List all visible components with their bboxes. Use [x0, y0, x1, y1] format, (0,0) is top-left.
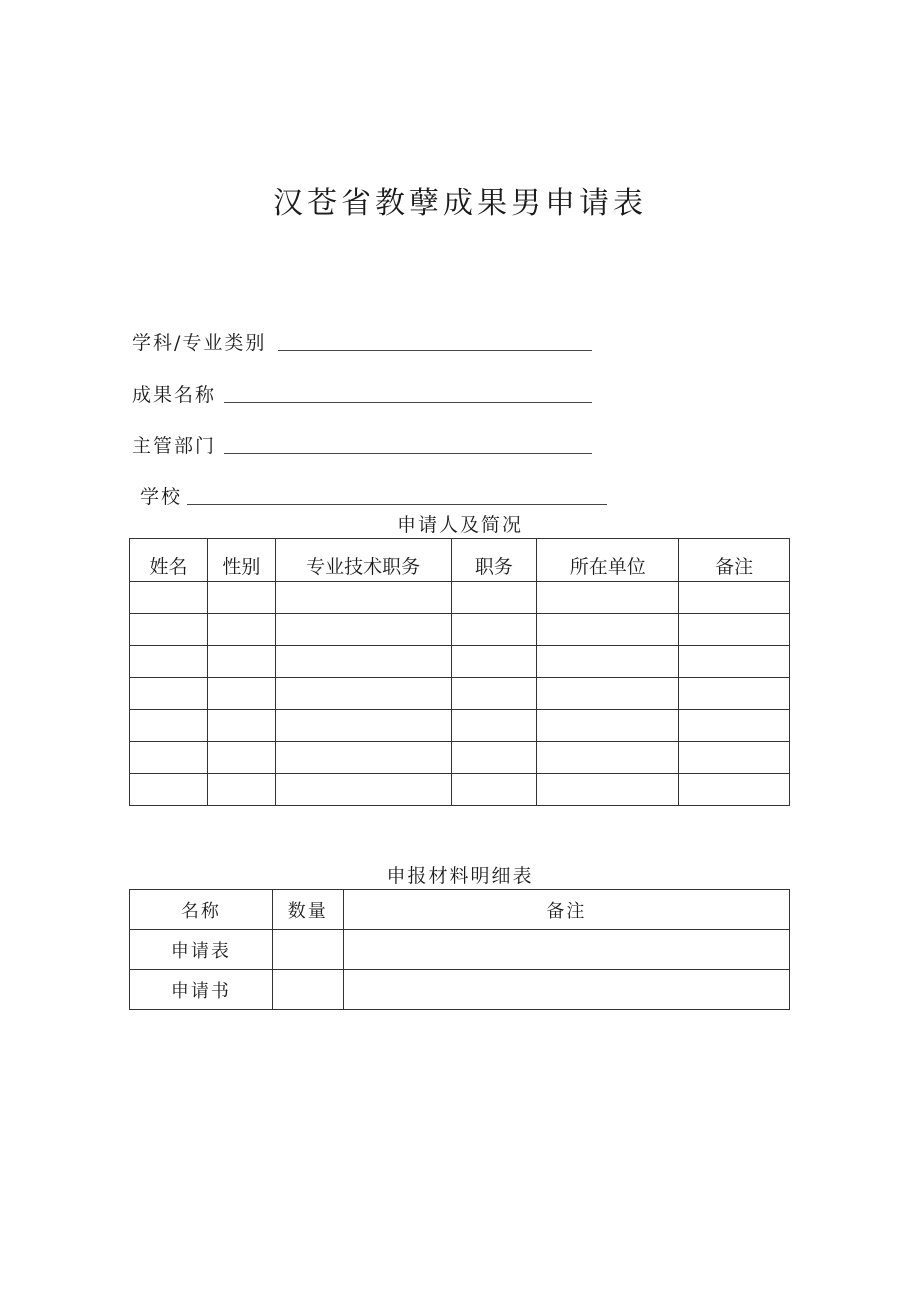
materials-header-row — [130, 890, 790, 930]
table-row — [130, 970, 790, 1010]
department-field — [132, 431, 602, 458]
table-cell[interactable] — [451, 582, 537, 614]
table-cell[interactable] — [537, 582, 679, 614]
table-cell[interactable] — [272, 930, 343, 970]
table-cell[interactable] — [451, 742, 537, 774]
table-row — [130, 614, 790, 646]
table-cell[interactable] — [275, 742, 451, 774]
department-label: 主管部门 — [132, 435, 217, 457]
table-cell[interactable] — [343, 970, 789, 1010]
material-name: 申请书 — [130, 970, 273, 1010]
table-cell[interactable] — [451, 614, 537, 646]
applicants-table — [129, 538, 790, 806]
header-item-name: 名称 — [130, 890, 273, 930]
table-cell[interactable] — [207, 646, 275, 678]
header-position: 职务 — [451, 539, 537, 582]
applicants-caption: 申请人及简况 — [396, 514, 523, 536]
table-cell[interactable] — [537, 710, 679, 742]
header-quantity: 数量 — [272, 890, 343, 930]
table-row — [130, 582, 790, 614]
table-cell[interactable] — [537, 774, 679, 806]
table-cell[interactable] — [275, 774, 451, 806]
table-cell[interactable] — [537, 742, 679, 774]
materials-table — [129, 889, 790, 1010]
table-row — [130, 646, 790, 678]
school-field — [140, 482, 610, 509]
header-name: 姓名 — [130, 539, 208, 582]
table-cell[interactable] — [537, 678, 679, 710]
table-cell[interactable] — [451, 678, 537, 710]
header-remarks: 备注 — [679, 539, 790, 582]
table-cell[interactable] — [130, 774, 208, 806]
table-cell[interactable] — [679, 678, 790, 710]
table-cell[interactable] — [451, 774, 537, 806]
header-gender: 性别 — [207, 539, 275, 582]
table-cell[interactable] — [207, 614, 275, 646]
achievement-field — [132, 380, 602, 407]
table-cell[interactable] — [679, 646, 790, 678]
table-cell[interactable] — [343, 930, 789, 970]
table-cell[interactable] — [130, 646, 208, 678]
header-remarks: 备注 — [343, 890, 789, 930]
table-cell[interactable] — [207, 710, 275, 742]
table-cell[interactable] — [272, 970, 343, 1010]
table-cell[interactable] — [451, 710, 537, 742]
form-title: 汉苍省教孽成果男申请表 — [273, 186, 647, 221]
table-cell[interactable] — [679, 774, 790, 806]
discipline-input-line[interactable] — [278, 350, 592, 351]
table-row — [130, 742, 790, 774]
table-row — [130, 930, 790, 970]
discipline-field — [132, 328, 602, 355]
table-cell[interactable] — [130, 742, 208, 774]
header-technical-title: 专业技术职务 — [275, 539, 451, 582]
table-cell[interactable] — [275, 710, 451, 742]
table-row — [130, 774, 790, 806]
table-cell[interactable] — [679, 614, 790, 646]
department-input-line[interactable] — [224, 453, 592, 454]
table-cell[interactable] — [275, 582, 451, 614]
school-label: 学校 — [140, 486, 183, 508]
table-row — [130, 710, 790, 742]
achievement-input-line[interactable] — [224, 402, 592, 403]
header-work-unit: 所在单位 — [537, 539, 679, 582]
table-cell[interactable] — [130, 710, 208, 742]
table-cell[interactable] — [679, 582, 790, 614]
table-cell[interactable] — [207, 742, 275, 774]
material-name: 申请表 — [130, 930, 273, 970]
applicants-header-row — [130, 539, 790, 582]
school-input-line[interactable] — [187, 504, 607, 505]
table-cell[interactable] — [130, 678, 208, 710]
table-cell[interactable] — [537, 614, 679, 646]
table-cell[interactable] — [130, 614, 208, 646]
table-cell[interactable] — [207, 774, 275, 806]
table-cell[interactable] — [679, 710, 790, 742]
materials-caption: 申报材料明细表 — [386, 865, 534, 887]
table-cell[interactable] — [451, 646, 537, 678]
table-cell[interactable] — [275, 678, 451, 710]
table-cell[interactable] — [537, 646, 679, 678]
discipline-label: 学科/专业类别 — [132, 332, 267, 354]
table-cell[interactable] — [679, 742, 790, 774]
table-cell[interactable] — [207, 582, 275, 614]
table-cell[interactable] — [130, 582, 208, 614]
table-cell[interactable] — [275, 614, 451, 646]
table-cell[interactable] — [207, 678, 275, 710]
table-row — [130, 678, 790, 710]
achievement-label: 成果名称 — [132, 384, 217, 406]
table-cell[interactable] — [275, 646, 451, 678]
